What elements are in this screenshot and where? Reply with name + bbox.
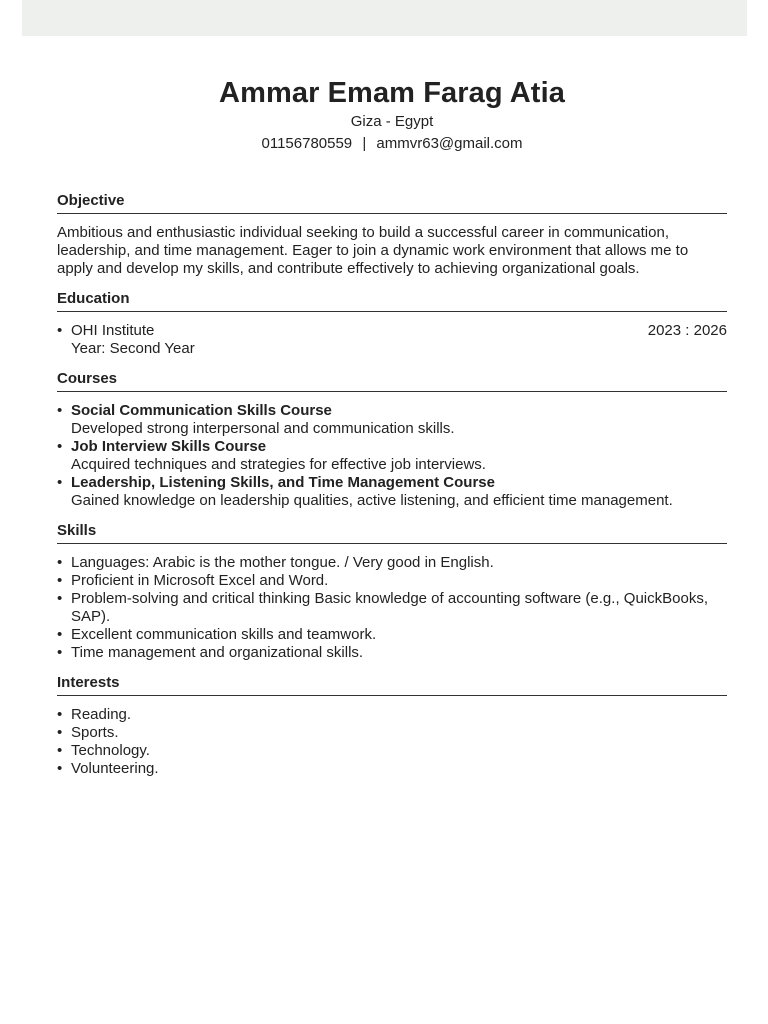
- interest-item: • Volunteering.: [57, 760, 727, 778]
- section-title-skills: Skills: [57, 522, 727, 544]
- skill-item: • Languages: Arabic is the mother tongue. / Very good in English.: [57, 554, 727, 572]
- course-item: [57, 438, 727, 474]
- interests-list: [57, 706, 727, 778]
- skill-item: • Problem-solving and critical thinking Basic knowledge of accounting software (e.g., QuickBooks, SAP).: [57, 590, 727, 626]
- objective-text: Ambitious and enthusiastic individual seeking to build a successful career in communication, leadership, and time management. Eager to join a dynamic work environment that allows me to apply and develop my skills, and contribute effectively to achieving organizational goals.: [57, 224, 689, 277]
- course-description: Acquired techniques and strategies for effective job interviews.: [71, 456, 486, 473]
- course-item: [57, 474, 727, 510]
- section-title-education: Education: [57, 290, 727, 312]
- course-name: • Leadership, Listening Skills, and Time Management Course: [71, 474, 495, 491]
- course-description: Gained knowledge on leadership qualities, active listening, and efficient time management.: [71, 492, 673, 509]
- contact-separator: |: [362, 135, 367, 152]
- section-title-objective: Objective: [57, 192, 727, 214]
- course-item: [57, 402, 727, 438]
- candidate-name: Ammar Emam Farag Atia: [219, 77, 565, 109]
- section-title-courses: Courses: [57, 370, 727, 392]
- email-address[interactable]: ammvr63@gmail.com: [376, 135, 523, 152]
- skills-section: [57, 522, 727, 662]
- course-name: • Social Communication Skills Course: [71, 402, 332, 419]
- top-band: [22, 0, 747, 36]
- phone-number: 01156780559: [261, 135, 353, 152]
- education-section: [57, 290, 727, 358]
- section-title-interests: Interests: [57, 674, 727, 696]
- interest-item: • Reading.: [57, 706, 727, 724]
- resume-page: [57, 74, 727, 778]
- interests-section: [57, 674, 727, 778]
- education-item: [57, 322, 727, 358]
- skill-item: • Excellent communication skills and teamwork.: [57, 626, 727, 644]
- courses-section: [57, 370, 727, 510]
- skill-item: • Time management and organizational skills.: [57, 644, 727, 662]
- contact-line: [57, 134, 727, 154]
- skills-list: [57, 554, 727, 662]
- candidate-location: Giza - Egypt: [350, 113, 434, 130]
- courses-list: [57, 402, 727, 510]
- interest-item: • Technology.: [57, 742, 727, 760]
- skill-item: • Proficient in Microsoft Excel and Word.: [57, 572, 727, 590]
- education-institution: OHI Institute: [71, 322, 155, 339]
- education-years: 2023 : 2026: [647, 322, 727, 339]
- interest-item: • Sports.: [57, 724, 727, 742]
- objective-section: [57, 192, 727, 278]
- course-name: • Job Interview Skills Course: [71, 438, 267, 455]
- course-description: Developed strong interpersonal and communication skills.: [71, 420, 455, 437]
- education-detail: Year: Second Year: [71, 340, 195, 357]
